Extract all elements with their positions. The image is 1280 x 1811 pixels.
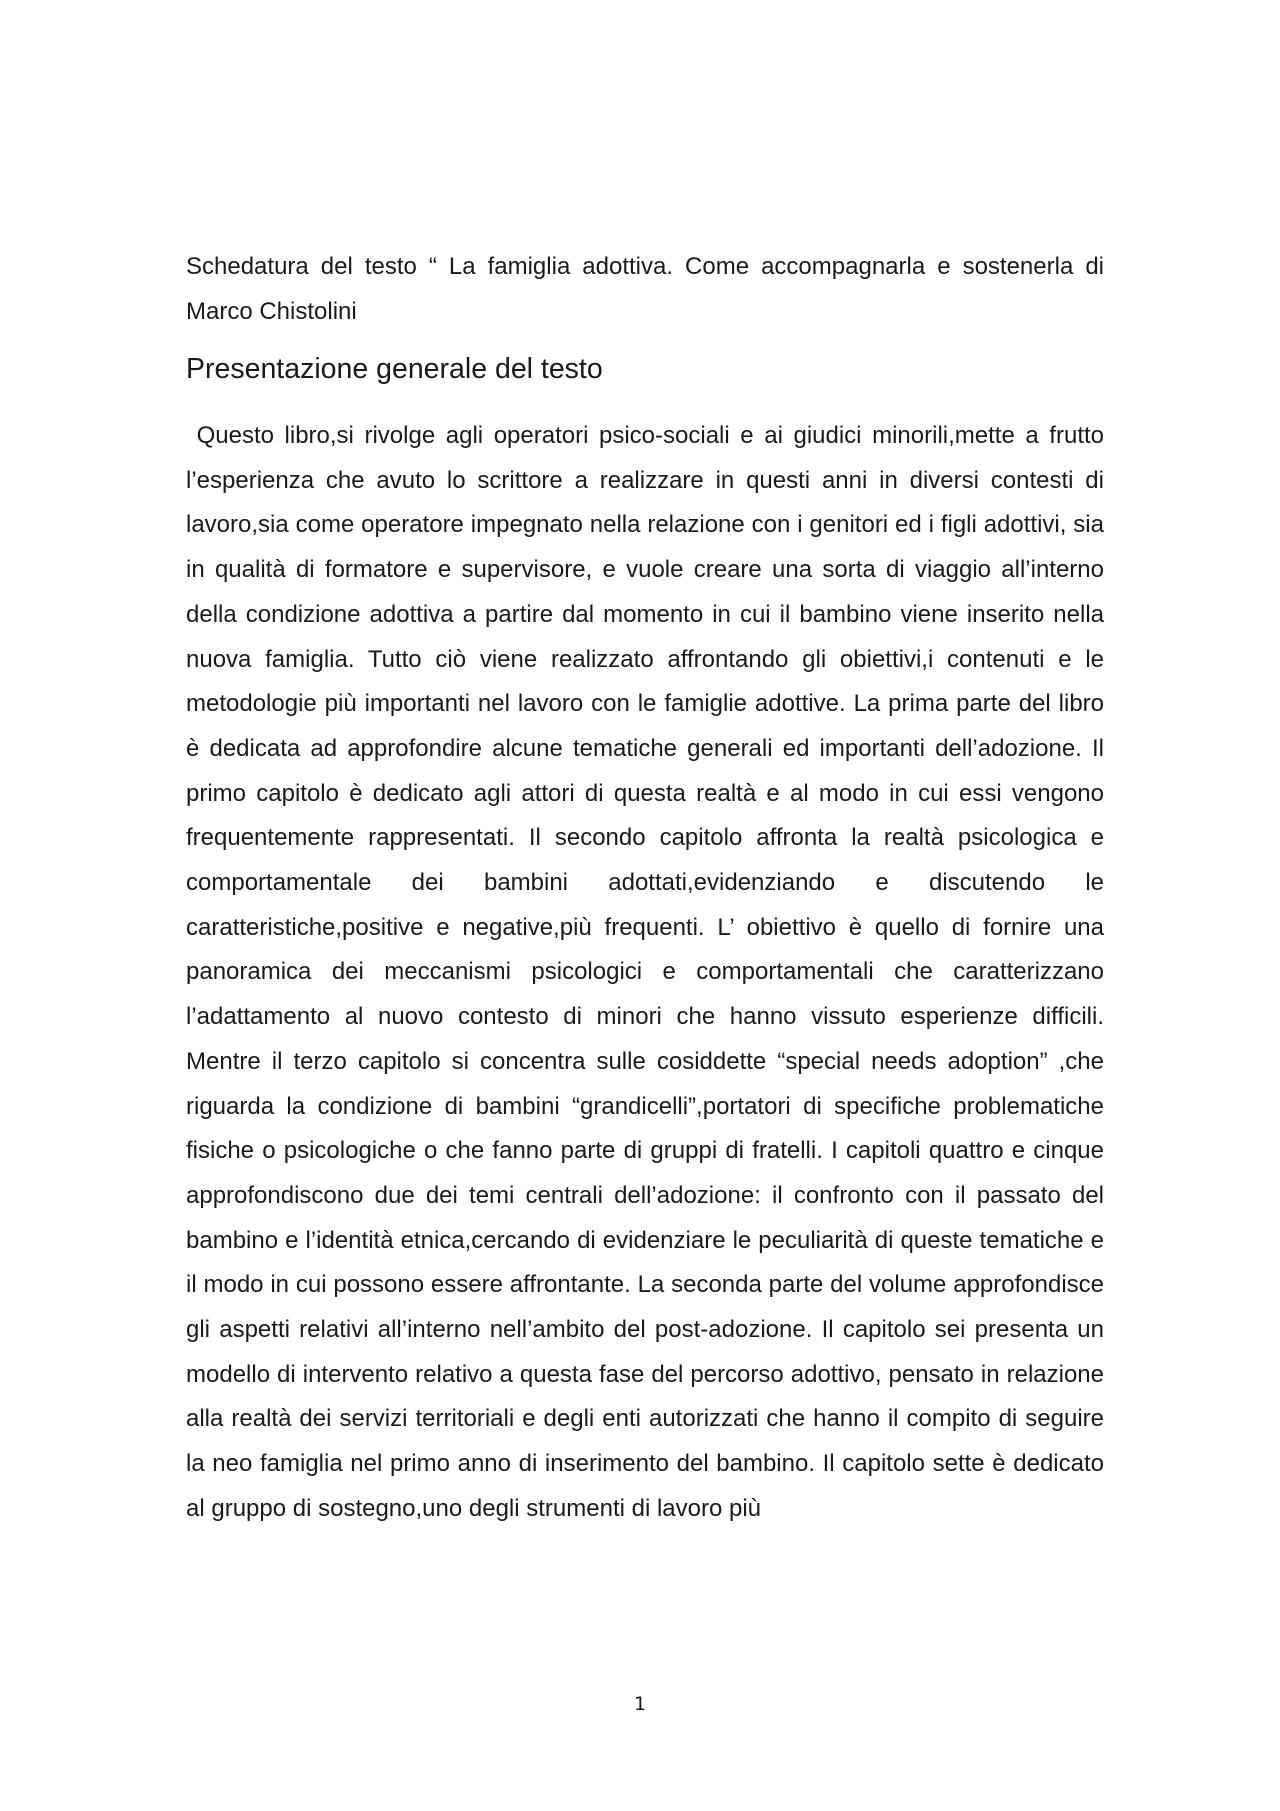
section-heading: Presentazione generale del testo (186, 353, 603, 385)
body-paragraph: Questo libro,si rivolge agli operatori psico-sociali e ai giudici minorili,mette a frutto l’esperienza che avuto lo scrittore a realizzare in questi anni in diversi contesti di lavoro,sia come operatore impegnato nella relazione con i genitori ed i figli adottivi, sia in qualità di formatore e supervisore, e vuole creare una sorta di viaggio all’interno della condizione adottiva a partire dal momento in cui il bambino viene inserito nella nuova famiglia. Tutto ciò viene realizzato affrontando gli obiettivi,i contenuti e le metodologie più importanti nel lavoro con le famiglie adottive. La prima parte del libro è dedicata ad approfondire alcune tematiche generali ed importanti dell’adozione. Il primo capitolo è dedicato agli attori di questa realtà e al modo in cui essi vengono frequentemente rappresentati. Il secondo capitolo affronta la realtà psicologica e comportamentale dei bambini adottati,evidenziando e discutendo le caratteristiche,positive e negative,più frequenti. L’ obiettivo è quello di fornire una panoramica dei meccanismi psicologici e comportamentali che caratterizzano l’adattamento al nuovo contesto di minori che hanno vissuto esperienze difficili. Mentre il terzo capitolo si concentra sulle cosiddette “special needs adoption” ,che riguarda la condizione di bambini “grandicelli”,portatori di specifiche problematiche fisiche o psicologiche o che fanno parte di gruppi di fratelli. I capitoli quattro e cinque approfondiscono due dei temi centrali dell’adozione: il confronto con il passato del bambino e l’identità etnica,cercando di evidenziare le peculiarità di queste tematiche e il modo in cui possono essere affrontante. La seconda parte del volume approfondisce gli aspetti relativi all’interno nell’ambito del post-adozione. Il capitolo sei presenta un modello di intervento relativo a questa fase del percorso adottivo, pensato in relazione alla realtà dei servizi territoriali e degli enti autorizzati che hanno il compito di seguire la neo famiglia nel primo anno di inserimento del bambino. Il capitolo sette è dedicato al gruppo di sostegno,uno degli strumenti di lavoro più (186, 422, 1104, 1522)
page-content (186, 244, 1104, 1532)
page-number: 1 (633, 1693, 647, 1715)
document-title: Schedatura del testo “ La famiglia adottiva. Come accompagnarla e sostenerla di Marco Chistolini (186, 253, 1104, 325)
